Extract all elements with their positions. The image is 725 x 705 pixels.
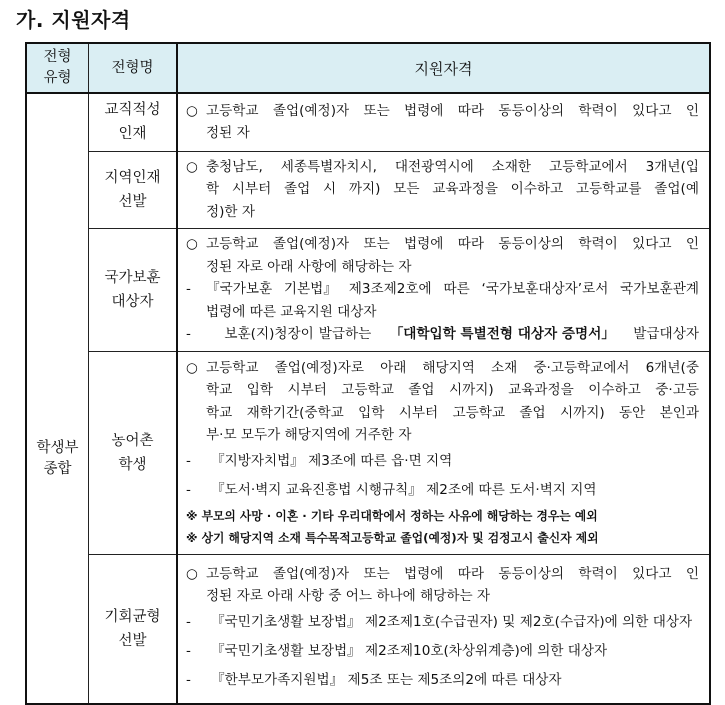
qualification-line: [186, 201, 699, 224]
track-name: 농어촌 학생: [111, 432, 154, 473]
word: 시까지): [559, 404, 605, 421]
word: 따라: [457, 236, 485, 253]
circle-bullet-icon: ○: [186, 236, 198, 253]
word: 동등이상의: [498, 102, 565, 119]
word: 6개년(중: [645, 359, 699, 376]
dash-bullet-icon: -: [186, 642, 191, 659]
word: 있다고: [632, 236, 672, 253]
qualification-cell: [177, 228, 710, 351]
word: 국가보훈관계: [620, 281, 699, 298]
qualification-line: [186, 357, 699, 380]
word: 입학: [246, 382, 273, 398]
word: 소재한: [491, 158, 532, 175]
word: 학력이: [578, 236, 618, 253]
header-type-label: 전형 유형: [43, 49, 72, 86]
dash-bullet-icon: -: [186, 452, 191, 469]
circle-bullet-icon: ○: [186, 359, 198, 376]
word: 모든: [393, 181, 420, 198]
word: 학교: [206, 382, 233, 398]
word: 3개년(입: [645, 158, 699, 175]
line-text: 『국민기초생활 보장법』 제2조제1호(수급권자) 및 제2호(수급자)에 의한 대상자: [211, 613, 693, 630]
note-line: ※ 상기 해당지역 소재 특수목적고등학교 졸업(예정)자 및 검정고시 출신자 제외: [186, 530, 599, 545]
word: 고등학교: [206, 102, 259, 119]
word: 학력이: [578, 102, 618, 119]
word: 교육과정을: [508, 382, 574, 398]
track-name: 교직적성 인재: [104, 102, 161, 143]
word: 재학기간(중학교: [246, 404, 344, 421]
word: 고등학교: [206, 236, 259, 253]
qualification-line: [186, 608, 699, 637]
word: 졸업(예정)자: [272, 102, 350, 119]
qualification-line: [186, 402, 699, 425]
word: 또는: [363, 102, 390, 119]
word: 입학: [358, 404, 385, 421]
circle-bullet-icon: ○: [186, 565, 198, 582]
qualification-line: [186, 156, 699, 179]
word: 졸업(예정)자: [272, 565, 350, 582]
track-name-cell: [89, 351, 178, 554]
word: 졸업: [284, 181, 311, 198]
word: 『국가보훈: [206, 281, 273, 298]
qualification-line: [186, 278, 699, 301]
section-title: 가. 지원자격: [16, 8, 131, 32]
track-name: 국가보훈 대상자: [104, 269, 161, 310]
header-type: [26, 43, 89, 93]
word: 대전광역시에: [394, 158, 474, 175]
track-name: 기회균형 선발: [104, 608, 161, 649]
qualification-line: [186, 100, 699, 123]
line-text: 『도서·벽지 교육진흥법 시행규칙』 제2조에 따른 도서·벽지 지역: [211, 481, 597, 498]
qualification-line: [186, 585, 699, 608]
line-text: 정된 자로 아래 사항에 해당하는 자: [206, 258, 412, 275]
line-text: [206, 233, 699, 256]
line-text: [206, 357, 699, 380]
word: 졸업: [408, 382, 435, 398]
word: 따라: [457, 102, 485, 119]
line-text: [206, 402, 699, 425]
word: 해당지역: [422, 359, 475, 376]
word: 보훈(지)청장이: [224, 326, 314, 343]
word: 고등학교를: [575, 181, 642, 198]
word: 충청남도,: [206, 158, 263, 175]
word: 법령에: [404, 102, 444, 119]
word: ‘국가보훈대상자’로서: [481, 281, 609, 298]
header-row: [26, 43, 710, 93]
word: 중·고등학교에서: [533, 359, 630, 376]
track-name: 지역인재 선발: [104, 169, 161, 210]
word: 있다고: [632, 102, 672, 119]
word: 고등학교: [206, 359, 259, 376]
qualification-line: [186, 379, 699, 402]
qualification-line: [186, 178, 699, 201]
word: 중·고등: [655, 382, 699, 398]
table-row: [26, 151, 710, 228]
qualification-line: [186, 447, 699, 476]
qualification-table: [25, 42, 711, 705]
qualification-cell: [177, 351, 710, 554]
qualification-line: [186, 256, 699, 279]
word: 또는: [363, 236, 390, 253]
word: 따라: [457, 565, 485, 582]
dash-bullet-icon: -: [186, 481, 191, 498]
track-name-cell: [89, 93, 178, 151]
qualification-line: [186, 563, 699, 586]
line-text: 『국민기초생활 보장법』 제2조제10호(차상위계층)에 의한 대상자: [211, 642, 608, 659]
admission-type-label: 학생부 종합: [36, 439, 79, 477]
word: 동등이상의: [498, 236, 565, 253]
word: 법령에: [404, 236, 444, 253]
word: 제3조제2호에: [348, 281, 432, 298]
qualification-line: [186, 476, 699, 505]
header-name: 전형명: [89, 43, 178, 93]
line-text: 부·모 모두가 해당지역에 거주한 자: [206, 427, 412, 443]
certificate-name: 「대학입학 특별전형 대상자 증명서」: [389, 326, 615, 343]
header-qualification: 지원자격: [177, 43, 710, 93]
qualification-line: [186, 424, 699, 447]
word: 고등학교에서: [548, 158, 628, 175]
line-text: [206, 100, 699, 123]
word: 학교: [206, 404, 233, 421]
dash-bullet-icon: -: [186, 281, 191, 298]
word: 동등이상의: [498, 565, 565, 582]
line-text: [206, 278, 699, 301]
word: 인: [685, 102, 699, 119]
line-text: [206, 379, 699, 402]
word: 고등학교: [206, 565, 259, 582]
qualification-cell: [177, 554, 710, 704]
qualification-cell: [177, 151, 710, 228]
table-row: [26, 554, 710, 704]
line-text: 『지방자치법』 제3조에 따른 읍·면 지역: [211, 452, 453, 469]
word: 고등학교: [341, 382, 394, 398]
word: 발급하는: [318, 326, 372, 343]
line-text: 정된 자: [206, 125, 250, 142]
word: 법령에: [404, 565, 444, 582]
word: 이수하고: [588, 382, 641, 398]
word: 시까지): [449, 382, 494, 398]
line-text: 정)한 자: [206, 203, 256, 220]
word: 시부터: [398, 404, 439, 421]
word: 세종특별자치시,: [280, 158, 378, 175]
word: 본인과: [659, 404, 699, 421]
word: 졸업(예정)자로: [274, 359, 364, 376]
word: 인: [685, 236, 699, 253]
word: 있다고: [632, 565, 672, 582]
qualification-line: [186, 666, 699, 695]
note-line: ※ 부모의 사망 · 이혼 · 기타 우리대학에서 정하는 사유에 해당하는 경우는 예외: [186, 508, 598, 523]
dash-bullet-icon: -: [186, 613, 191, 630]
table-row: [26, 93, 710, 151]
word: 고등학교: [452, 404, 506, 421]
line-text-end: 발급대상자: [633, 326, 699, 343]
word: 교육과정을: [432, 181, 498, 198]
circle-bullet-icon: ○: [186, 102, 198, 119]
word: 아래: [380, 359, 407, 376]
word: 학: [206, 181, 220, 198]
track-name-cell: [89, 228, 178, 351]
word: 학력이: [578, 565, 618, 582]
line-text: [206, 156, 699, 179]
word: 또는: [363, 565, 390, 582]
word: 시: [323, 181, 337, 198]
qualification-line: [186, 301, 699, 324]
dash-bullet-icon: -: [186, 326, 191, 343]
word: 따른: [443, 281, 470, 298]
qualification-line: [186, 323, 699, 346]
track-name-cell: [89, 554, 178, 704]
word: 졸업(예: [654, 181, 699, 198]
word: 졸업(예정)자: [272, 236, 350, 253]
qualification-line: [186, 122, 699, 145]
line-text: [224, 323, 371, 346]
word: 소재: [490, 359, 518, 376]
word: 인: [685, 565, 699, 582]
qualification-cell: [177, 93, 710, 151]
word: 시부터: [287, 382, 327, 398]
dash-bullet-icon: -: [186, 671, 191, 688]
word: 시부터: [231, 181, 272, 198]
word: 이수하고: [510, 181, 564, 198]
word: 까지): [348, 181, 381, 198]
line-text: 『한부모가족지원법』 제5조 또는 제5조의2에 따른 대상자: [211, 671, 562, 688]
word: 동안: [618, 404, 646, 421]
table-row: [26, 351, 710, 554]
circle-bullet-icon: ○: [186, 158, 198, 175]
line-text: [206, 563, 699, 586]
admission-type-cell: [26, 93, 89, 704]
qualification-line: [186, 233, 699, 256]
word: 기본법』: [283, 281, 337, 298]
qualification-line: [186, 637, 699, 666]
line-text: [206, 178, 699, 201]
line-text: 법령에 따른 교육지원 대상자: [206, 303, 377, 320]
word: 졸업: [519, 404, 546, 421]
table-row: [26, 228, 710, 351]
line-text: 정된 자로 아래 사항 중 어느 하나에 해당하는 자: [206, 588, 491, 605]
track-name-cell: [89, 151, 178, 228]
